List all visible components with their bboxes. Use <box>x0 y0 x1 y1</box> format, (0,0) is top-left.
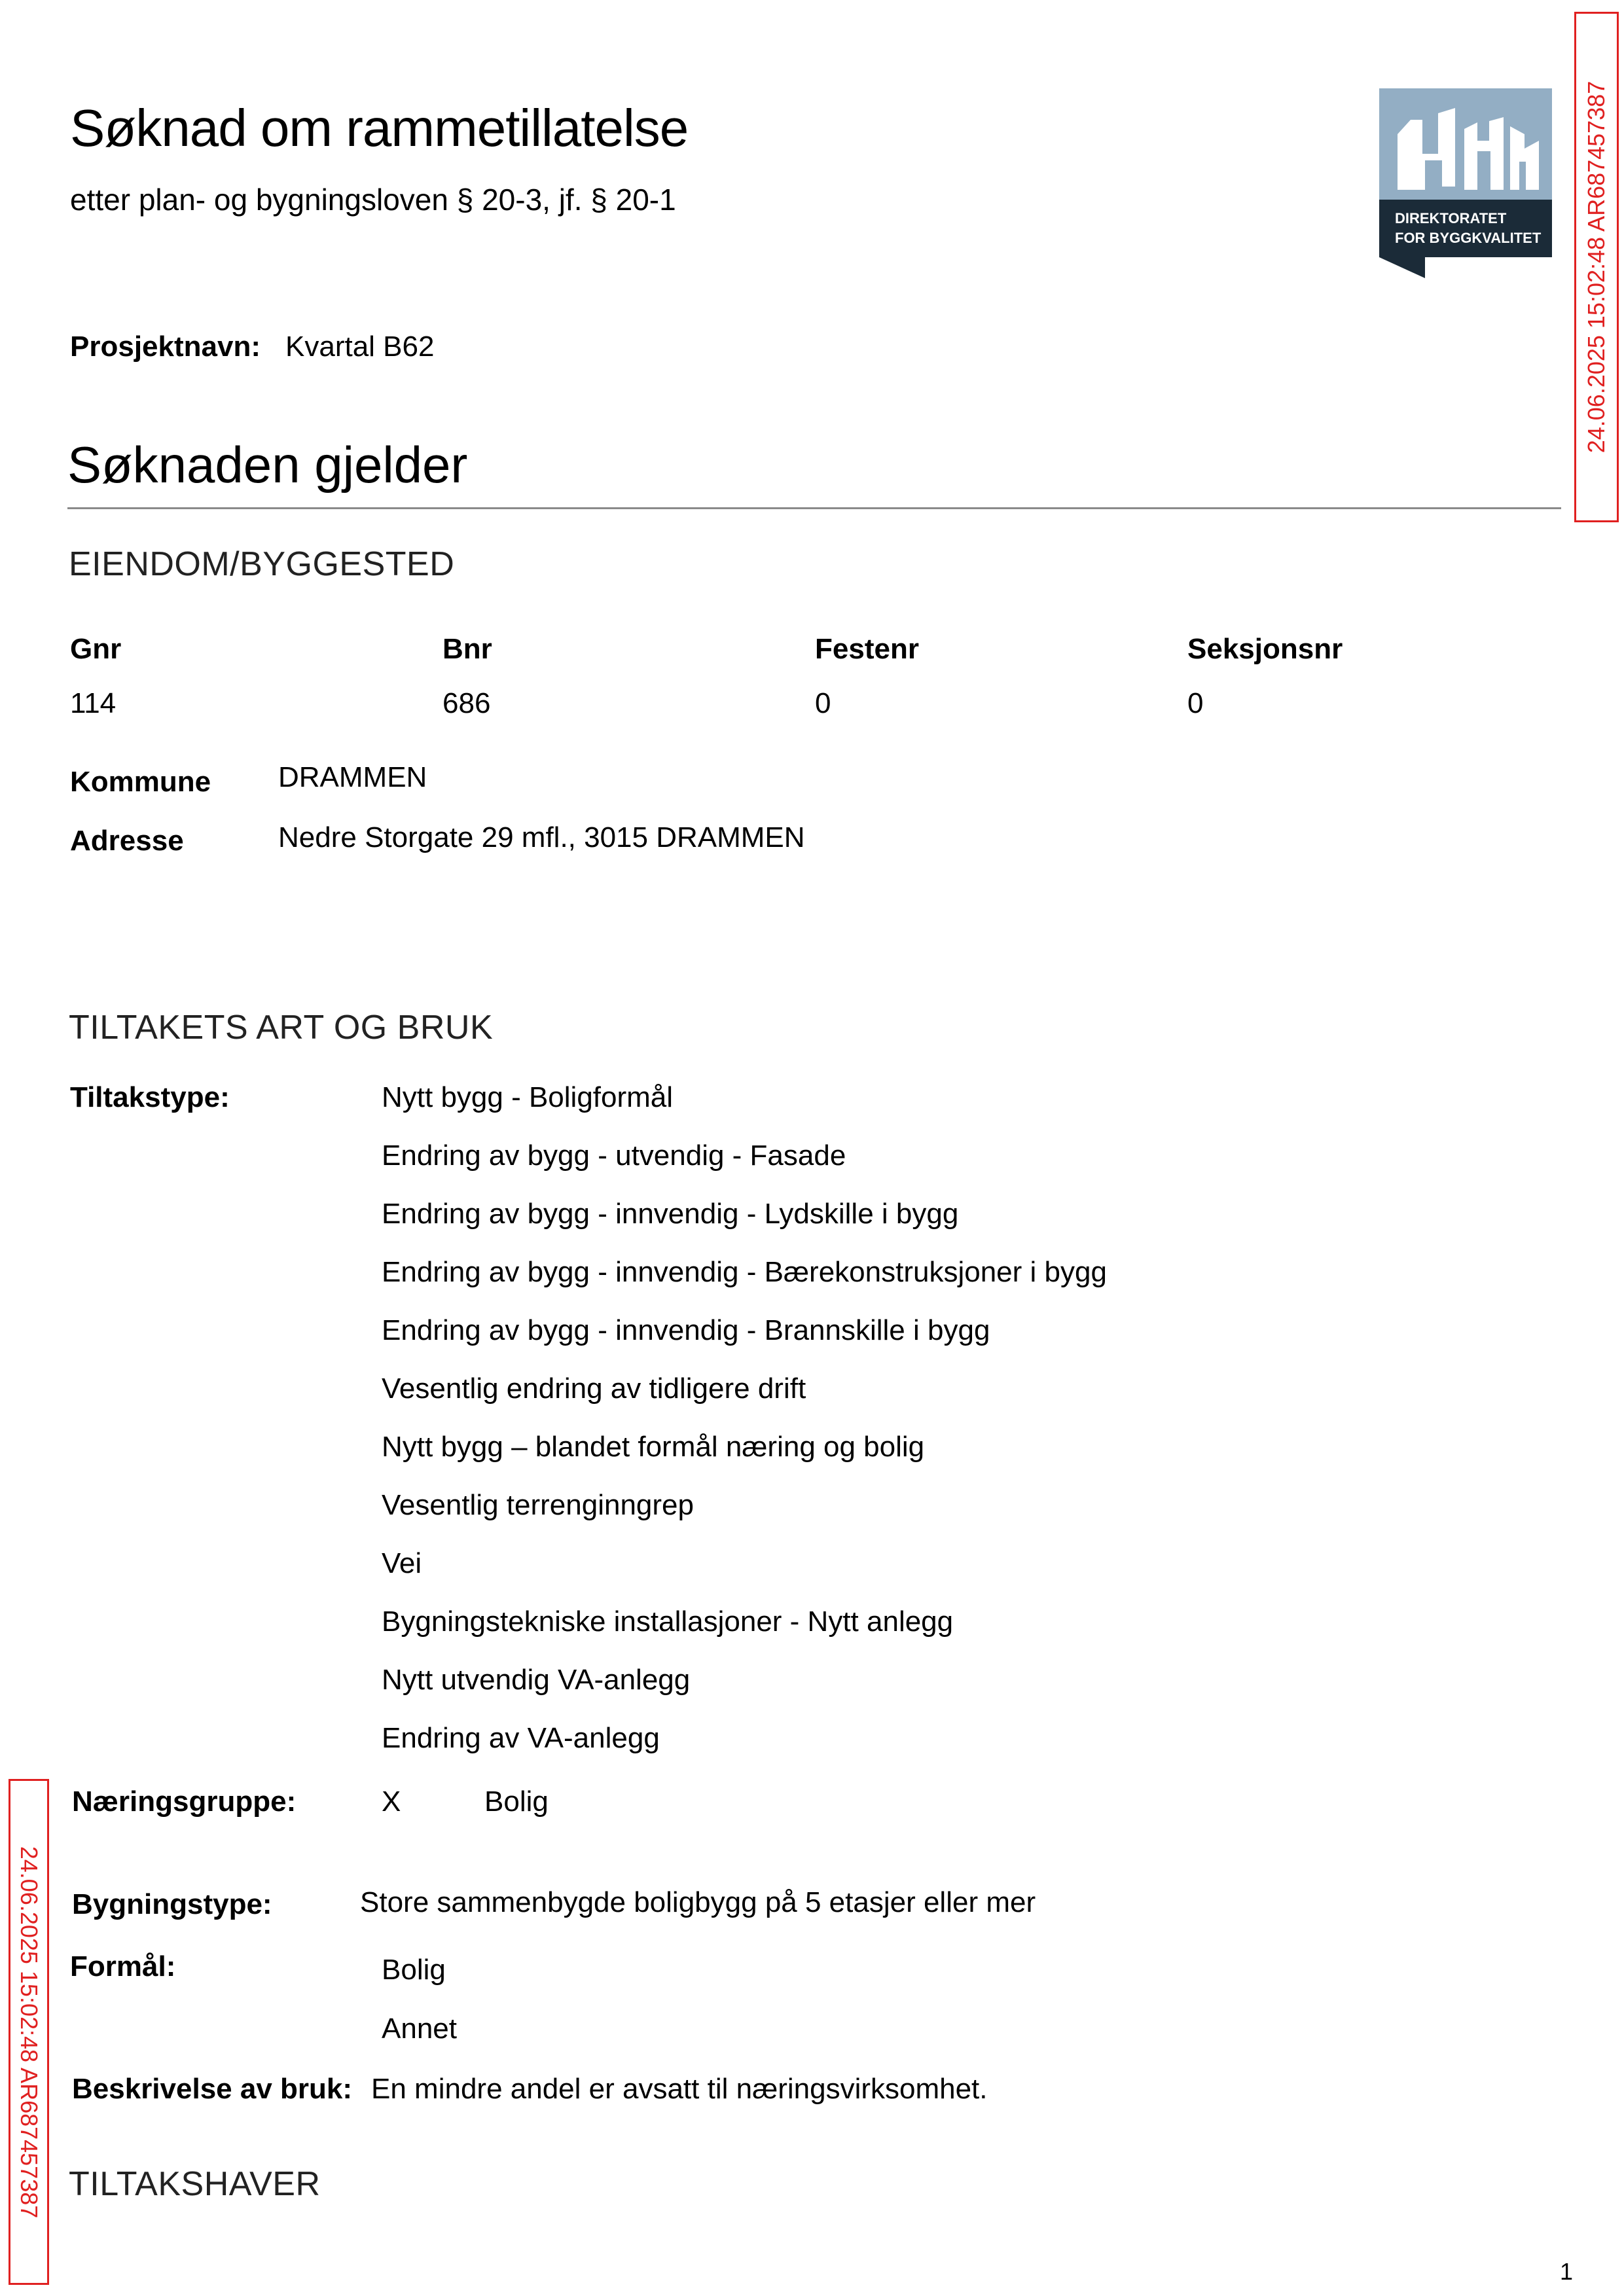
project-name-label: Prosjektnavn: <box>70 331 261 363</box>
tiltak-heading: TILTAKETS ART OG BRUK <box>69 1009 494 1047</box>
section-heading: Søknaden gjelder <box>67 436 468 493</box>
tiltakstype-item: Vesentlig terrenginngrep <box>382 1489 694 1521</box>
festenr-label: Festenr <box>815 633 919 665</box>
kommune-value: DRAMMEN <box>278 761 427 793</box>
property-heading: EIENDOM/BYGGESTED <box>69 545 455 583</box>
gnr-value: 114 <box>70 687 117 719</box>
formal-value-2: Annet <box>382 2013 457 2045</box>
naeringsgruppe-label: Næringsgruppe: <box>72 1785 297 1818</box>
seksjonsnr-label: Seksjonsnr <box>1187 633 1343 665</box>
naeringsgruppe-value: Bolig <box>484 1785 549 1818</box>
adresse-label: Adresse <box>70 825 184 857</box>
tiltakstype-item: Bygningstekniske installasjoner - Nytt anlegg <box>382 1605 954 1638</box>
date-stamp-top <box>1574 12 1619 522</box>
kommune-label: Kommune <box>70 766 211 798</box>
naeringsgruppe-code: X <box>382 1785 401 1818</box>
festenr-value: 0 <box>815 687 831 719</box>
logo-line1: DIREKTORATET <box>1395 210 1507 226</box>
bygningstype-label: Bygningstype: <box>72 1888 272 1920</box>
beskrivelse-value: En mindre andel er avsatt til næringsvirksomhet. <box>371 2073 988 2105</box>
tiltakstype-item: Nytt bygg – blandet formål næring og bolig <box>382 1431 925 1463</box>
bnr-label: Bnr <box>442 633 492 665</box>
dibk-logo <box>1379 88 1552 278</box>
tiltakshaver-heading: TILTAKSHAVER <box>69 2165 321 2203</box>
seksjonsnr-value: 0 <box>1187 687 1204 719</box>
adresse-value: Nedre Storgate 29 mfl., 3015 DRAMMEN <box>278 821 805 853</box>
tiltakstype-item: Endring av bygg - innvendig - Brannskille i bygg <box>382 1314 990 1346</box>
logo-line2: FOR BYGGKVALITET <box>1395 230 1542 246</box>
document-subtitle: etter plan- og bygningsloven § 20-3, jf. § 20-1 <box>70 183 676 217</box>
tiltakstype-item: Nytt bygg - Boligformål <box>382 1081 674 1113</box>
formal-value-1: Bolig <box>382 1954 446 1986</box>
tiltakstype-item: Endring av bygg - utvendig - Fasade <box>382 1139 846 1172</box>
page-number: 1 <box>1560 2258 1574 2285</box>
tiltakstype-list <box>382 1080 1107 1779</box>
project-name-value: Kvartal B62 <box>285 331 435 363</box>
date-stamp-top-text: 24.06.2025 15:02:48 AR687457387 <box>1583 81 1610 454</box>
date-stamp-side-text: 24.06.2025 15:02:48 AR687457387 <box>16 1846 43 2218</box>
tiltakstype-item: Nytt utvendig VA-anlegg <box>382 1664 691 1696</box>
tiltakstype-item: Vesentlig endring av tidligere drift <box>382 1372 806 1405</box>
bygningstype-value: Store sammenbygde boligbygg på 5 etasjer eller mer <box>360 1886 1036 1918</box>
tiltakstype-item: Endring av bygg - innvendig - Bærekonstruksjoner i bygg <box>382 1256 1107 1288</box>
formal-label: Formål: <box>70 1950 176 1982</box>
date-stamp-side <box>9 1779 49 2285</box>
beskrivelse-label: Beskrivelse av bruk: <box>72 2073 353 2105</box>
tiltakstype-item: Endring av VA-anlegg <box>382 1722 660 1754</box>
tiltakstype-label: Tiltakstype: <box>70 1081 230 1113</box>
gnr-label: Gnr <box>70 633 122 665</box>
bnr-value: 686 <box>442 687 491 719</box>
tiltakstype-item: Vei <box>382 1547 422 1579</box>
document-title: Søknad om rammetillatelse <box>70 99 689 157</box>
dibk-logo-graphic <box>1379 88 1552 278</box>
tiltakstype-item: Endring av bygg - innvendig - Lydskille i bygg <box>382 1198 959 1230</box>
section-divider <box>67 507 1561 509</box>
